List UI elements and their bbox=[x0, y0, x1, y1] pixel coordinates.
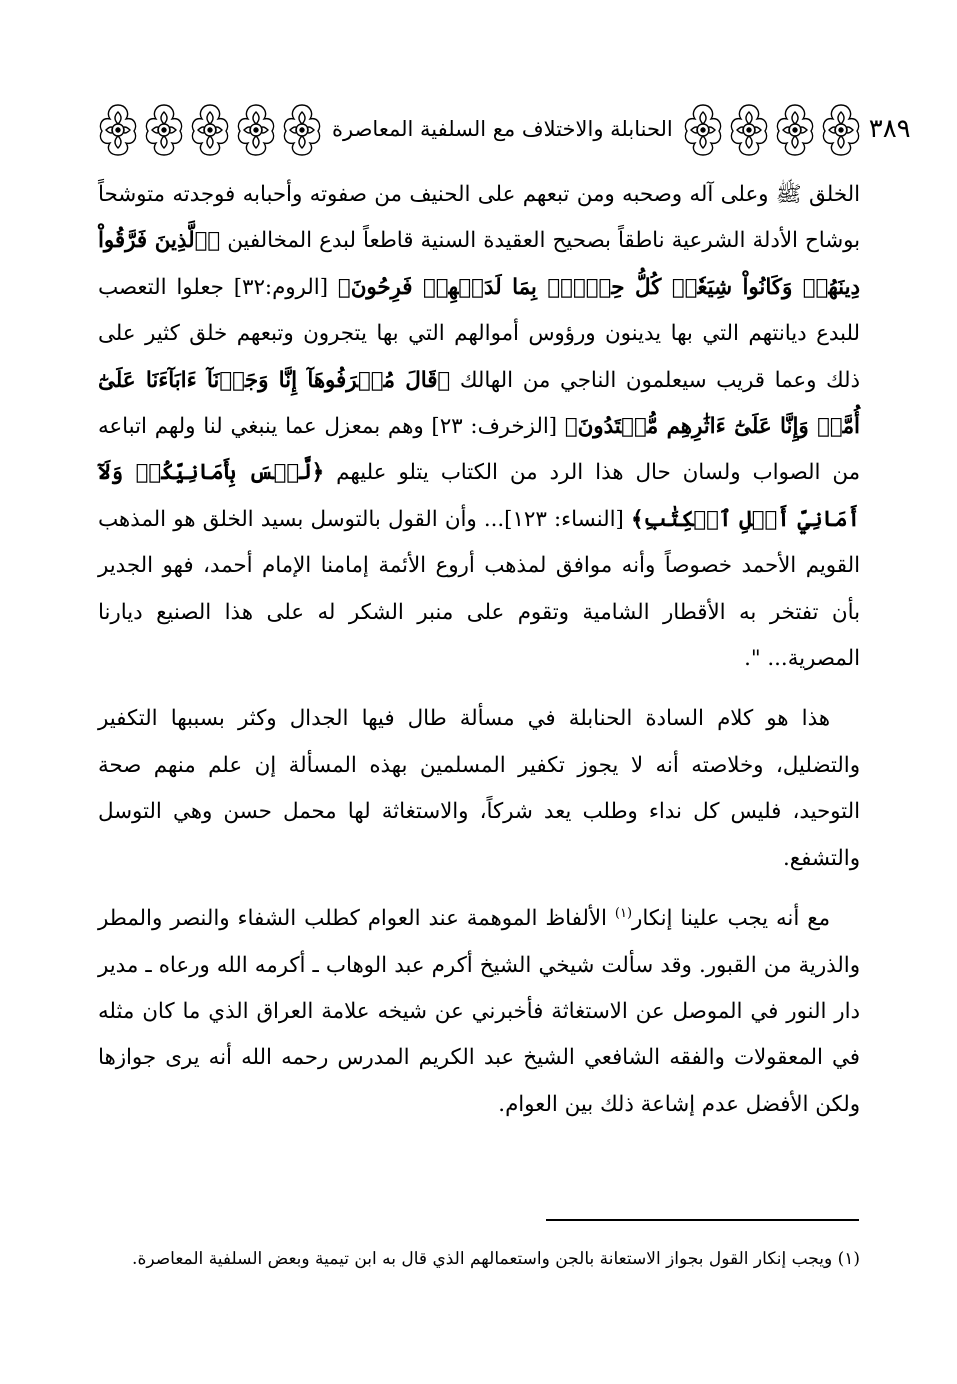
ornament-icon bbox=[234, 101, 278, 157]
ornament-icon bbox=[280, 101, 324, 157]
text-run: الخلق ﷺ وعلى آله وصحبه ومن تبعهم على الحنيف من صفوته وأحبابه فوجدته متوشحاً بوشاح الأدلة الشرعية ناطقاً بصحيح العقيدة السنية قاطعاً لبدع المخالفين bbox=[98, 182, 860, 254]
ornament-icon bbox=[142, 101, 186, 157]
quran-verse: ﴿قَالَ مُتۡرَفُوهَآ إِنَّا وَجَدۡنَآ ءَابَآءَنَا عَلَىٰٓ أُمَّةٖ وَإِنَّا عَلَىٰٓ ءَاثَٰرِهِم مُّقۡتَدُونَ﴾ bbox=[98, 367, 860, 440]
text-run: [النساء: ١٢٣]... وأن القول بالتوسل بسيد الخلق هو المذهب القويم الأحمد خصوصاً وأنه موافق لمذهب أروع الأئمة إمامنا الإمام أحمد، فهو الجدير بأن تفتخر به الأقطار الشامية وتقوم على منبر الشكر له على هذا الصنيع ديارنا المصرية... ". bbox=[98, 506, 860, 672]
text-run: [الروم:٣٢] جعلوا التعصب للبدع ديانتهم التي بها يدينون ورؤوس أموالهم التي بها يتجرون وتبعهم خلق كثير على ذلك وعما قريب سيعلمون الناجي من الهالك bbox=[98, 274, 860, 393]
page-number: ٣٨٩ bbox=[868, 114, 911, 144]
paragraph bbox=[98, 896, 860, 1128]
text-run: [الزخرف: ٢٣] وهم بمعزل عما ينبغي لنا ولهم اتباعه من الصواب ولسان حال هذا الرد من الكتاب يتلو عليهم bbox=[98, 414, 860, 486]
footnote-divider bbox=[546, 1219, 859, 1221]
footnote: (١) ويجب إنكار القول بجواز الاستعانة بالجن واستعمالهم الذي قال به ابن تيمية وبعض السلفية المعاصرة. bbox=[132, 1249, 860, 1269]
paragraph bbox=[98, 696, 860, 882]
ornament-group-right bbox=[681, 101, 863, 157]
ornament-icon bbox=[819, 101, 863, 157]
quran-verse: ﴿لَّيۡسَ بِأَمَانِيِّكُمۡ وَلَآ أَمَانِيِّ أَهۡلِ ٱلۡكِتَٰبِ﴾ bbox=[98, 460, 860, 532]
ornament-group-left bbox=[96, 101, 324, 157]
ornament-icon bbox=[681, 101, 725, 157]
page-header bbox=[96, 100, 911, 158]
text-run: مع أنه يجب علينا إنكار bbox=[632, 906, 830, 932]
text-run: الألفاظ الموهمة عند العوام كطلب الشفاء والنصر والمطر والذرية من القبور. وقد سألت شيخي الشيخ أكرم عبد الوهاب ـ أكرمه الله ورعاه ـ مدير دار النور في الموصل عن الاستغاثة فأخبرني عن شيخه علامة العراق الذي ما كان مثله في المعقولات والفقه الشافعي الشيخ عبد الكريم المدرس رحمه الله أنه يرى جوازها ولكن الأفضل عدم إشاعة ذلك بين العوام. bbox=[98, 906, 860, 1117]
ornament-icon bbox=[773, 101, 817, 157]
ornament-icon bbox=[727, 101, 771, 157]
ornament-icon bbox=[96, 101, 140, 157]
footnote-reference: (١) bbox=[614, 906, 633, 921]
quran-verse: ﴿ٱلَّذِينَ فَرَّقُواْ دِينَهُمۡ وَكَانُواْ شِيَعٗاۖ كُلُّ حِزۡبِۭ بِمَا لَدَيۡهِمۡ فَرِحُونَ﴾ bbox=[98, 228, 860, 300]
ornament-icon bbox=[188, 101, 232, 157]
text-run: هذا هو كلام السادة الحنابلة في مسألة طال فيها الجدال وكثر بسببها التكفير والتضليل، وخلاصته أنه لا يجوز تكفير المسلمين بهذه المسألة إن علم منهم صحة التوحيد، فليس كل نداء وطلب يعد شركاً، والاستغاثة لها محمل حسن وهي التوسل والتشفع. bbox=[98, 706, 860, 871]
paragraph bbox=[98, 172, 860, 682]
running-title: الحنابلة والاختلاف مع السلفية المعاصرة bbox=[332, 117, 673, 141]
main-text bbox=[98, 172, 860, 1128]
